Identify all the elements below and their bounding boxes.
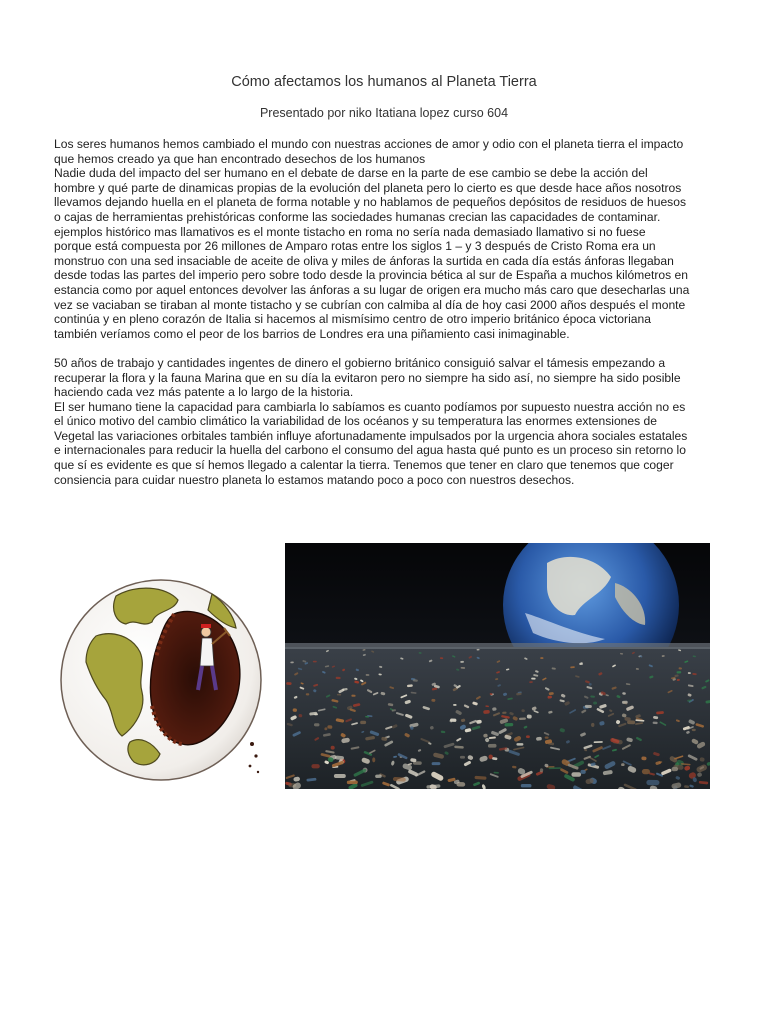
body-line: desde todas las partes del imperio pero sobre todo desde la provincia bética al sur de España a muchos kilómetros en <box>54 268 688 283</box>
debris-piece <box>526 735 530 738</box>
document-title: Cómo afectamos los humanos al Planeta Tierra <box>231 74 537 90</box>
debris-piece <box>372 757 375 762</box>
body-line: Los seres humanos hemos cambiado el mundo con nuestras acciones de amor y odio con el planeta tierra el impacto <box>54 137 684 151</box>
debris-piece <box>440 657 444 659</box>
cracked-earth-drawing <box>56 566 266 788</box>
debris-piece <box>540 657 543 659</box>
debris-piece <box>692 729 696 731</box>
debris-piece <box>653 722 658 725</box>
body-line: e internacionales para reducir la huella del carbono el consumo del agua hasta qué punto es un proceso sin retorno lo <box>54 443 686 458</box>
debris-piece <box>337 694 341 696</box>
debris-piece <box>488 744 497 748</box>
body-line: el único motivo del cambio climático la variabilidad de los océanos y su temperatura las enormes extensiones de <box>54 414 657 429</box>
body-line: hombre y qué parte de dinamicas propias de la evolución del planeta pero lo cierto es que desde hace años nosotros <box>54 180 682 195</box>
debris-piece <box>460 756 465 759</box>
debris-piece <box>642 769 650 774</box>
body-line: estancia como por aquel entonces devolver las ánforas a su lugar de origen era mucho más caro que desecharlas una <box>54 282 690 297</box>
debris-piece <box>688 672 691 674</box>
body-line: vez se vaciaban se tiraban al monte tistacho y se cubrían con calmiba al día de hoy casi 2000 años después el monte <box>54 297 686 312</box>
document-subtitle: Presentado por niko Itatiana lopez curso 604 <box>259 106 509 120</box>
debris-piece <box>549 767 561 769</box>
debris-piece <box>453 704 457 706</box>
debris-piece <box>627 720 635 724</box>
debris-piece <box>571 772 581 777</box>
body-line: también veríamos como el peor de los barrios de Londres era una piñamiento casi inimaginable. <box>54 326 570 341</box>
debris-piece <box>450 719 457 722</box>
debris-piece <box>298 714 302 717</box>
debris-piece <box>290 662 294 664</box>
body-line: recuperar la flora y la fauna Marina que en su día la evitaron pero no siempre ha sido así, no siempre ha sido posible <box>54 370 681 385</box>
body-line: o cajas de herramientas prehistóricas conforme las sociedades humanas crecian las capacidades de contaminar. <box>54 209 661 224</box>
body-line: Vegetal las variaciones orbitales también influye afortunadamente impulsados por la urgencia ahora sociales estatales <box>54 428 688 443</box>
debris-piece <box>360 721 366 725</box>
debris-piece <box>585 705 592 708</box>
paragraph-gap <box>54 341 714 356</box>
debris-piece <box>306 693 310 695</box>
plastic-ocean-drawing <box>285 543 710 789</box>
body-line: El ser humano tiene la capacidad para cambiarla lo sabíamos es cuanto podíamos por supuesto nuestra acción no es <box>54 399 686 414</box>
body-line: 50 años de trabajo y cantidades ingentes de dinero el gobierno británico consiguió salvar el támesis empezando a <box>54 355 666 370</box>
debris-piece <box>594 741 603 743</box>
debris-piece <box>314 723 320 726</box>
debris-piece <box>375 774 382 778</box>
body-line: porque está compuesta por 26 millones de Amparo rotas entre los siglos 1 – y 3 después de Cristo Roma era un <box>54 239 656 254</box>
debris-piece <box>313 661 317 663</box>
body-line: que sí es evidente es que sí hemos llegado a calentar la tierra. Tenemos que tener en claro que tenemos que coger <box>54 458 674 473</box>
debris-piece <box>461 667 466 669</box>
debris-piece <box>646 780 659 786</box>
debris-piece <box>516 743 523 746</box>
debris-piece <box>677 679 680 681</box>
body-line: que hemos creado ya que han encontrado desechos de los humanos <box>54 151 426 166</box>
debris-piece <box>521 784 532 787</box>
debris-piece <box>334 774 346 778</box>
debris-piece <box>677 671 682 673</box>
debris-piece <box>286 682 292 685</box>
debris-piece <box>531 678 536 680</box>
body-line: haciendo cada vez más patente a lo largo de la historia. <box>54 385 354 400</box>
debris-piece <box>621 763 625 766</box>
debris-piece <box>545 737 549 739</box>
debris-piece <box>460 661 464 663</box>
debris-piece <box>687 699 692 701</box>
body-line: continúa y en pleno corazón de Italia si hacemos al mismísimo centro de otro imperio británico época victoriana <box>54 312 651 327</box>
cracked-earth-image <box>56 566 266 788</box>
body-line: ejemplos histórico mas llamativos es el monte tistacho en roma no sería nada demasiado llamativo si no fuese <box>54 224 646 239</box>
body-line: monstruo con una sed insaciable de aceite de oliva y miles de ánforas la surtida en cada día estás ánforas llegaban <box>54 253 674 268</box>
debris-piece <box>366 674 370 676</box>
debris-piece <box>477 649 480 651</box>
debris-piece <box>351 695 355 697</box>
debris-piece <box>519 717 526 720</box>
debris-piece <box>347 780 358 784</box>
debris-piece <box>336 677 341 679</box>
body-line: consiencia para cuidar nuestro planeta lo estamos matando poco a poco con nuestros desechos. <box>54 472 575 487</box>
debris-piece <box>622 701 628 704</box>
debris-piece <box>505 723 514 727</box>
plastic-ocean-image <box>285 543 710 789</box>
body-line: llevamos dejando huella en el planeta de forma notable y no hablamos de pequeños depósitos de residuos de huesos <box>54 195 687 210</box>
debris-piece <box>580 770 585 774</box>
debris-piece <box>314 713 318 715</box>
debris-piece <box>311 764 319 768</box>
debris-piece <box>671 767 678 772</box>
document-body <box>54 137 714 487</box>
debris-piece <box>432 762 441 765</box>
body-line: Nadie duda del impacto del ser humano en el debate de darse en la parte de ese cambio se debe la acción del <box>54 166 648 181</box>
